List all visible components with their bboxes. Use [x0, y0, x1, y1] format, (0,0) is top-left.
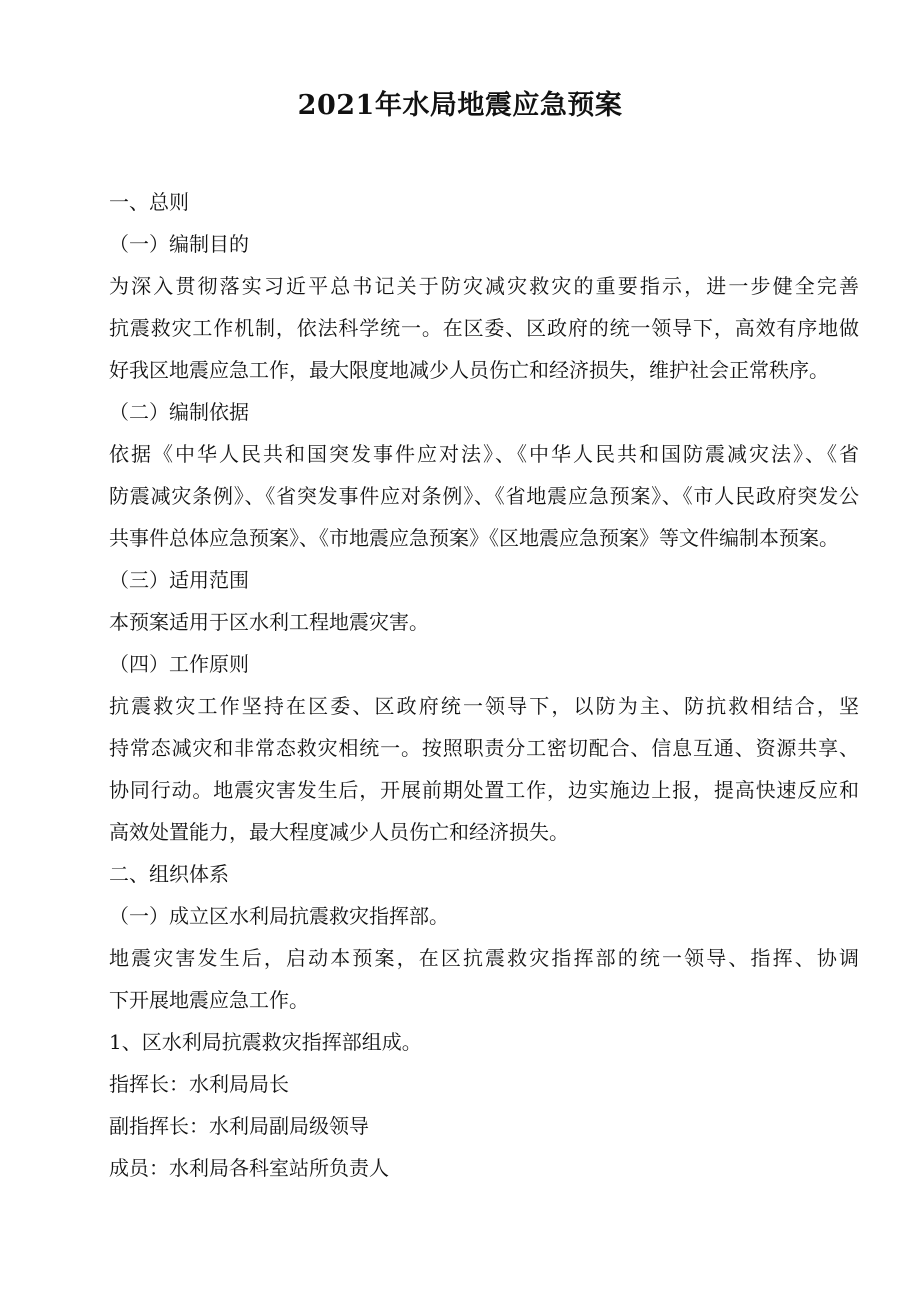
paragraph-line: 地震灾害发生后，启动本预案，在区抗震救灾指挥部的统一领导、指挥、协调 — [109, 946, 859, 970]
subsection-heading-command: （一）成立区水利局抗震救灾指挥部。 — [109, 904, 449, 928]
paragraph-line: 抗震救灾工作坚持在区委、区政府统一领导下，以防为主、防抗救相结合，坚 — [109, 694, 859, 718]
members-line: 成员：水利局各科室站所负责人 — [109, 1156, 389, 1180]
paragraph-line: 依据《中华人民共和国突发事件应对法》、《中华人民共和国防震减灾法》、《省 — [109, 442, 859, 466]
paragraph-line: 本预案适用于区水利工程地震灾害。 — [109, 610, 429, 634]
paragraph-line: 抗震救灾工作机制，依法科学统一。在区委、区政府的统一领导下，高效有序地做 — [109, 316, 859, 340]
paragraph-line: 防震减灾条例》、《省突发事件应对条例》、《省地震应急预案》、《市人民政府突发公 — [109, 484, 859, 508]
subsection-heading-scope: （三）适用范围 — [109, 568, 249, 592]
commander-line: 指挥长：水利局局长 — [109, 1072, 289, 1096]
section-heading-general: 一、总则 — [109, 190, 189, 214]
subsection-heading-basis: （二）编制依据 — [109, 400, 249, 424]
deputy-commander-line: 副指挥长：水利局副局级领导 — [109, 1114, 369, 1138]
subsection-heading-principles: （四）工作原则 — [109, 652, 249, 676]
paragraph-line: 共事件总体应急预案》、《市地震应急预案》《区地震应急预案》等文件编制本预案。 — [109, 526, 839, 550]
paragraph-line: 持常态减灾和非常态救灾相统一。按照职责分工密切配合、信息互通、资源共享、 — [109, 736, 859, 760]
subsection-heading-purpose: （一）编制目的 — [109, 232, 249, 256]
document-title: 2021年水局地震应急预案 — [297, 90, 623, 121]
paragraph-line: 高效处置能力，最大程度减少人员伤亡和经济损失。 — [109, 820, 569, 844]
list-item-heading: 1、区水利局抗震救灾指挥部组成。 — [109, 1030, 422, 1054]
paragraph-line: 为深入贯彻落实习近平总书记关于防灾减灾救灾的重要指示，进一步健全完善 — [109, 274, 859, 298]
section-heading-organization: 二、组织体系 — [109, 862, 229, 886]
paragraph-line: 下开展地震应急工作。 — [109, 988, 309, 1012]
document-body — [109, 181, 859, 1189]
paragraph-line: 协同行动。地震灾害发生后，开展前期处置工作，边实施边上报，提高快速反应和 — [109, 778, 859, 802]
paragraph-line: 好我区地震应急工作，最大限度地减少人员伤亡和经济损失，维护社会正常秩序。 — [109, 358, 829, 382]
